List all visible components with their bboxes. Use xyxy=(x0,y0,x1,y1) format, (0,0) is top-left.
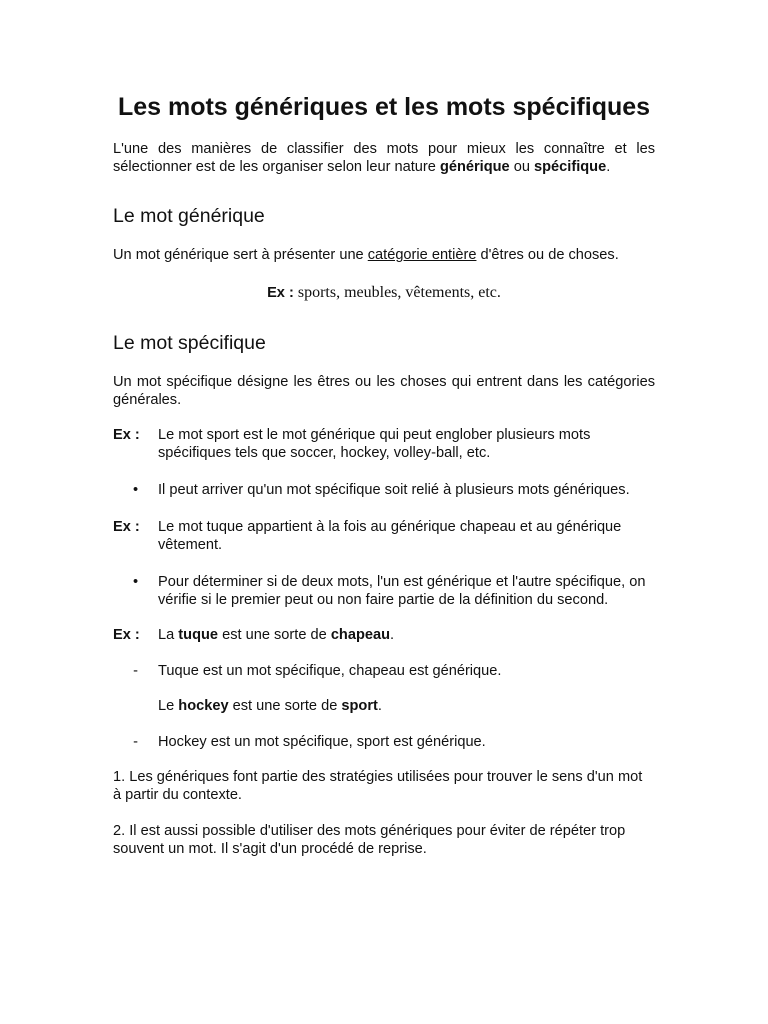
generic-example-text: sports, meubles, vêtements, etc. xyxy=(293,284,501,301)
bullet-icon: • xyxy=(132,574,139,590)
dash-item xyxy=(113,662,658,680)
intro-bold-specifique: spécifique xyxy=(534,159,607,175)
generic-example-label: Ex : xyxy=(267,285,294,301)
specific-definition: Un mot spécifique désigne les êtres ou les choses qui entrent dans les catégories générales. xyxy=(113,374,655,408)
example-text: Le mot tuque appartient à la fois au générique chapeau et au générique vêtement. xyxy=(158,519,622,553)
generic-example xyxy=(0,284,768,302)
ex3-text-before: La xyxy=(158,627,179,643)
ex3-text-end: . xyxy=(390,627,395,643)
ex4-text-before: Le xyxy=(158,698,179,714)
ex4-text-end: . xyxy=(377,698,382,714)
dash-icon: - xyxy=(133,663,138,679)
ex3-bold-tuque: tuque xyxy=(178,627,219,643)
example-label: Ex : xyxy=(113,519,140,535)
example-row xyxy=(113,626,658,644)
dash-text: Hockey est un mot spécifique, sport est générique. xyxy=(158,734,486,750)
heading-specific: Le mot spécifique xyxy=(113,332,266,354)
heading-generic: Le mot générique xyxy=(113,205,265,227)
ex4-bold-sport: sport xyxy=(341,698,378,714)
ex3-text-mid: est une sorte de xyxy=(218,627,331,643)
intro-text: L'une des manières de classifier des mots pour mieux les connaître et les sélectionner est de les organiser selon leur nature xyxy=(113,141,655,175)
bullet-icon: • xyxy=(132,482,139,498)
note-paragraph: 1. Les génériques font partie des stratégies utilisées pour trouver le sens d'un mot à partir du contexte. xyxy=(113,769,643,803)
intro-text-end: . xyxy=(606,159,611,175)
bullet-item xyxy=(113,573,658,609)
example-text xyxy=(158,626,658,644)
intro-paragraph xyxy=(113,140,655,176)
example-label: Ex : xyxy=(113,427,140,443)
note-paragraph: 2. Il est aussi possible d'utiliser des mots génériques pour éviter de répéter trop souvent un mot. Il s'agit d'un procédé de reprise. xyxy=(113,823,626,857)
generic-underlined-term: catégorie entière xyxy=(367,247,477,263)
bullet-item xyxy=(113,481,658,499)
intro-bold-generique: générique xyxy=(439,159,510,175)
dash-icon: - xyxy=(133,734,138,750)
ex4-text-mid: est une sorte de xyxy=(228,698,342,714)
ex3-bold-chapeau: chapeau xyxy=(330,627,391,643)
example-row xyxy=(113,426,658,462)
dash-item xyxy=(113,733,658,751)
generic-definition xyxy=(113,246,655,264)
page-title: Les mots génériques et les mots spécifiques xyxy=(117,93,651,121)
bullet-text: Il peut arriver qu'un mot spécifique soit relié à plusieurs mots génériques. xyxy=(158,482,630,498)
bullet-text: Pour déterminer si de deux mots, l'un est générique et l'autre spécifique, on vérifie si le premier peut ou non faire partie de la définition du second. xyxy=(158,574,646,608)
example-text: Le mot sport est le mot générique qui peut englober plusieurs mots spécifiques tels que soccer, hockey, volley-ball, etc. xyxy=(158,427,591,461)
ex4-bold-hockey: hockey xyxy=(178,698,229,714)
generic-text-before: Un mot générique sert à présenter une xyxy=(113,247,368,263)
example-row xyxy=(113,518,658,554)
hockey-example xyxy=(158,697,382,715)
example-label: Ex : xyxy=(113,627,140,643)
intro-text-mid: ou xyxy=(509,159,535,175)
dash-text: Tuque est un mot spécifique, chapeau est générique. xyxy=(158,663,502,679)
generic-text-after: d'êtres ou de choses. xyxy=(476,247,619,263)
